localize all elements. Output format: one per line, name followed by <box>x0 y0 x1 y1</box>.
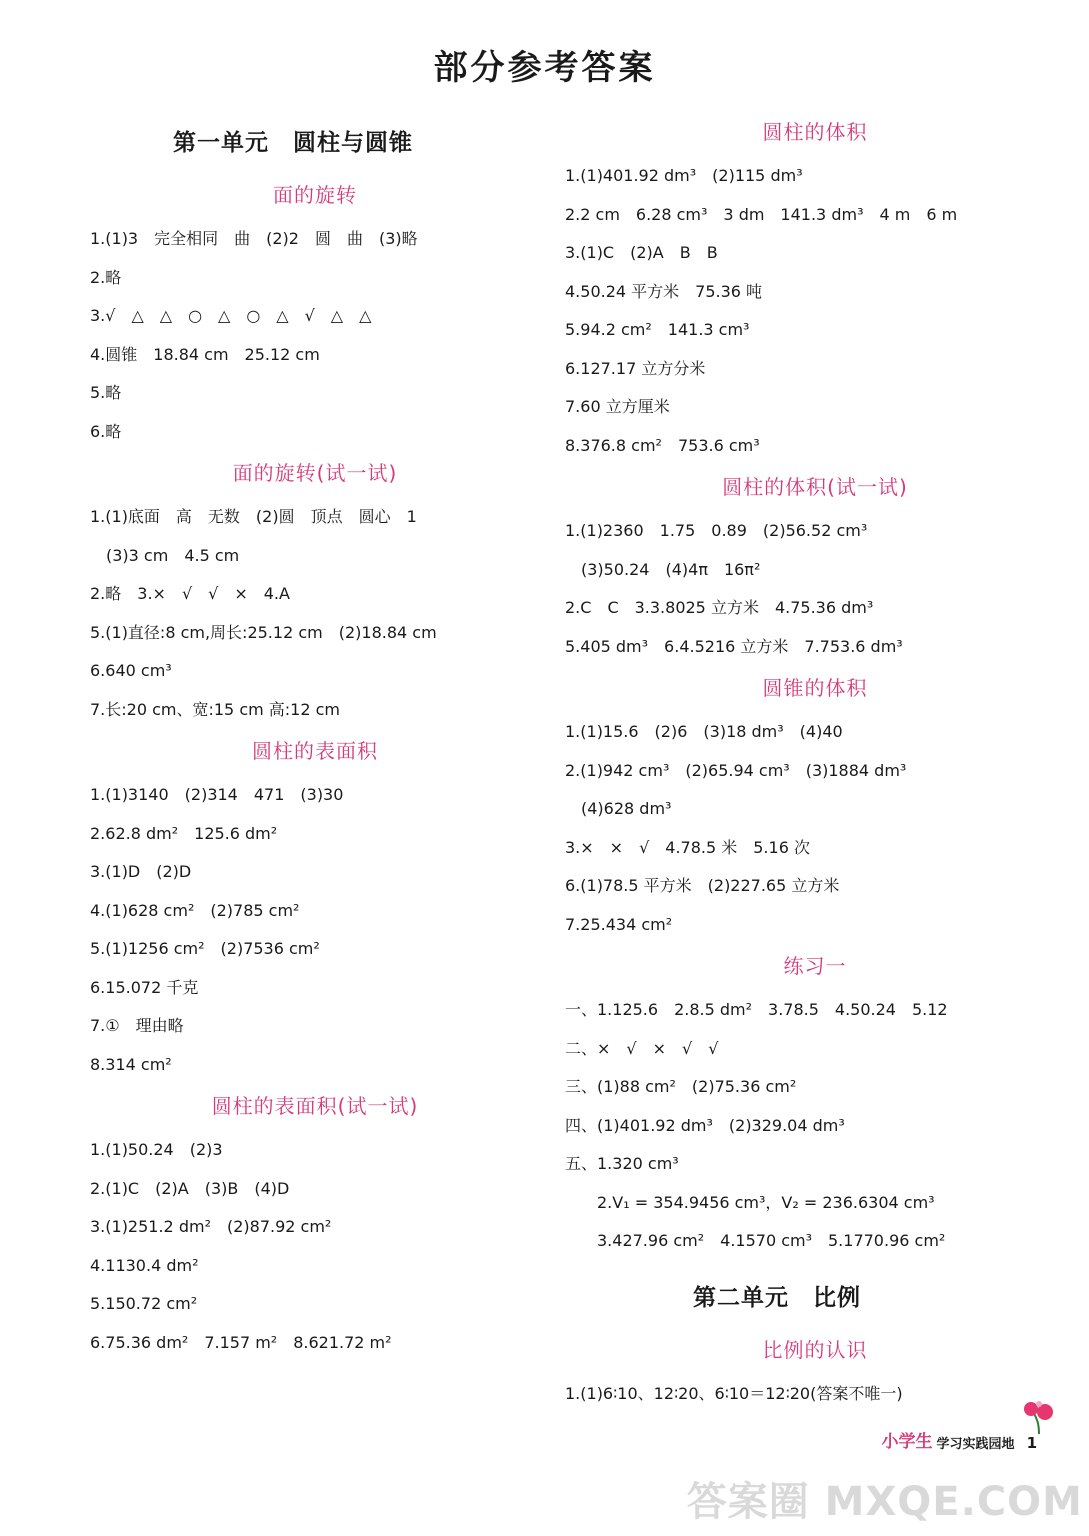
answer-line: 2.C C 3.3.8025 立方米 4.75.36 dm³ <box>565 598 874 617</box>
answer-line: 6.127.17 立方分米 <box>565 358 706 378</box>
answer-line: (4)628 dm³ <box>581 799 672 818</box>
answer-line: 4.1130.4 dm² <box>90 1255 199 1275</box>
answer-line: 6.15.072 千克 <box>90 977 199 997</box>
answer-line: 8.376.8 cm² 753.6 cm³ <box>565 435 760 455</box>
answer-line: 2.(1)942 cm³ (2)65.94 cm³ (3)1884 dm³ <box>565 760 907 780</box>
answer-line: 4.(1)628 cm² (2)785 cm² <box>90 900 300 920</box>
answer-line: 6.略 <box>90 421 122 441</box>
answer-line: 3.√ △ △ ○ △ ○ △ √ △ △ <box>90 306 372 325</box>
answer-line: 1.(1)2360 1.75 0.89 (2)56.52 cm³ <box>565 521 868 540</box>
answer-line: 1.(1)15.6 (2)6 (3)18 dm³ (4)40 <box>565 722 843 741</box>
answer-line: 7.60 立方厘米 <box>565 397 670 416</box>
answer-line: 7.① 理由略 <box>90 1016 184 1035</box>
answer-line: 5.(1)直径:8 cm,周长:25.12 cm (2)18.84 cm <box>90 622 437 642</box>
page-number: 1 <box>1026 1434 1037 1452</box>
section-heading: 面的旋转(试一试) <box>232 461 398 485</box>
unit-title-1: 第一单元 圆柱与圆锥 <box>173 130 413 156</box>
section-heading: 圆柱的表面积 <box>252 739 378 763</box>
answer-line: 1.(1)401.92 dm³ (2)115 dm³ <box>565 166 803 185</box>
answer-line: 5.94.2 cm² 141.3 cm³ <box>565 320 750 339</box>
answer-line: 6.640 cm³ <box>90 661 172 680</box>
section-heading: 圆锥的体积 <box>762 676 868 700</box>
answer-line: 2.略 <box>90 267 122 287</box>
answer-line: (3)50.24 (4)4π 16π² <box>581 559 761 579</box>
answer-line: 1.(1)底面 高 无数 (2)圆 顶点 圆心 1 <box>90 507 417 526</box>
answer-line: 2.(1)C (2)A (3)B (4)D <box>90 1178 290 1198</box>
answer-line: 6.75.36 dm² 7.157 m² 8.621.72 m² <box>90 1332 392 1352</box>
answer-line: 4.50.24 平方米 75.36 吨 <box>565 281 763 301</box>
answer-line: 7.长:20 cm、宽:15 cm 高:12 cm <box>90 699 341 719</box>
section-heading: 圆柱的体积(试一试) <box>722 475 908 499</box>
footer-brand: 小学生 <box>881 1432 933 1452</box>
section-heading: 圆柱的表面积(试一试) <box>211 1094 419 1118</box>
answer-line: 5.150.72 cm² <box>90 1294 198 1313</box>
answer-line: 7.25.434 cm² <box>565 914 673 934</box>
answer-line: 1.(1)3 完全相同 曲 (2)2 圆 曲 (3)略 <box>90 229 418 248</box>
answer-line: 8.314 cm² <box>90 1054 172 1074</box>
section-heading: 比例的认识 <box>762 1337 868 1362</box>
section-heading: 圆柱的体积 <box>762 120 868 144</box>
answer-line: 1.(1)6∶10、12∶20、6∶10＝12∶20(答案不唯一) <box>565 1383 903 1403</box>
answer-line: 5.(1)1256 cm² (2)7536 cm² <box>90 939 320 958</box>
answer-line: 3.(1)D (2)D <box>90 862 192 881</box>
answer-line: 3.427.96 cm² 4.1570 cm³ 5.1770.96 cm² <box>597 1231 946 1250</box>
footer-brand-sub: 学习实践园地 <box>936 1437 1015 1452</box>
answer-line: 1.(1)3140 (2)314 471 (3)30 <box>90 785 344 804</box>
answer-line: 四、(1)401.92 dm³ (2)329.04 dm³ <box>565 1115 845 1135</box>
answer-line: 5.405 dm³ 6.4.5216 立方米 7.753.6 dm³ <box>565 636 903 656</box>
answer-line: 1.(1)50.24 (2)3 <box>90 1140 223 1159</box>
answer-line: 三、(1)88 cm² (2)75.36 cm² <box>565 1077 797 1096</box>
answer-line: 2.62.8 dm² 125.6 dm² <box>90 823 278 843</box>
answer-line: 五、1.320 cm³ <box>565 1154 679 1173</box>
section-heading: 练习一 <box>783 954 847 978</box>
answer-line: 5.略 <box>90 383 122 402</box>
footer <box>882 1412 1037 1452</box>
answer-line: 2.V₁ = 354.9456 cm³，V₂ = 236.6304 cm³ <box>597 1192 935 1212</box>
answer-line: (3)3 cm 4.5 cm <box>106 545 240 565</box>
left-column <box>90 120 540 1362</box>
unit-title-2: 第二单元 比例 <box>693 1284 861 1311</box>
answer-line: 6.(1)78.5 平方米 (2)227.65 立方米 <box>565 876 840 895</box>
section-heading: 面的旋转 <box>273 183 357 207</box>
answer-line: 3.× × √ 4.78.5 米 5.16 次 <box>565 837 810 857</box>
answer-line: 2.2 cm 6.28 cm³ 3 dm 141.3 dm³ 4 m 6 m <box>565 204 958 224</box>
answer-line: 二、× √ × √ √ <box>565 1038 719 1058</box>
page-title: 部分参考答案 <box>433 48 656 88</box>
answer-line: 3.(1)251.2 dm² (2)87.92 cm² <box>90 1217 332 1236</box>
watermark: 答案圈 MXQE.COM <box>686 1479 1083 1525</box>
right-column <box>565 110 1065 1413</box>
answer-line: 一、1.125.6 2.8.5 dm² 3.78.5 4.50.24 5.12 <box>565 1000 948 1019</box>
answer-line: 3.(1)C (2)A B B <box>565 243 718 262</box>
answer-line: 4.圆锥 18.84 cm 25.12 cm <box>90 344 320 364</box>
answer-line: 2.略 3.× √ √ × 4.A <box>90 584 290 603</box>
